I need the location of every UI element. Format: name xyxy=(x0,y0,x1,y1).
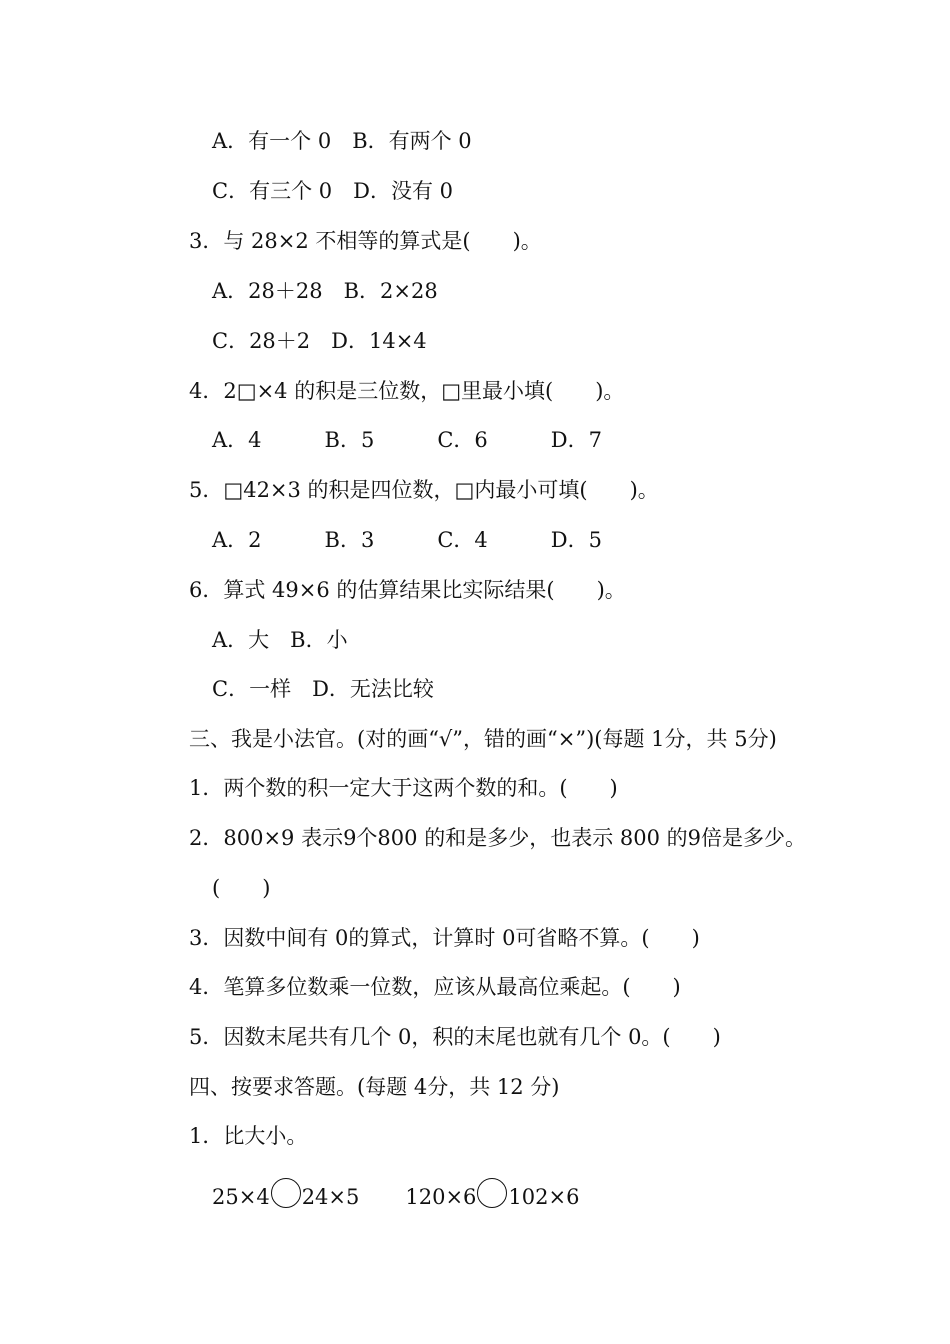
compare-b-right: 102×6 xyxy=(508,1185,580,1209)
q5-options: A．2 B．3 C．4 D．5 xyxy=(212,528,602,552)
q6-options-ab: A．大 B．小 xyxy=(212,628,348,652)
q4-options: A．4 B．5 C．6 D．7 xyxy=(212,428,602,452)
section-3-heading: 三、我是小法官。(对的画“√”，错的画“×”)(每题 1分，共 5分) xyxy=(189,727,777,751)
judge-5: 5．因数末尾共有几个 0，积的末尾也就有几个 0。( ) xyxy=(189,1025,721,1049)
q2-options-ab: A．有一个 0 B．有两个 0 xyxy=(212,129,472,153)
q3-options-cd: C．28＋2 D．14×4 xyxy=(212,329,427,353)
q3-options-ab: A．28＋28 B．2×28 xyxy=(212,279,438,303)
judge-1: 1．两个数的积一定大于这两个数的和。( ) xyxy=(189,776,618,800)
compare-row xyxy=(212,1178,579,1212)
section-4-heading: 四、按要求答题。(每题 4分，共 12 分) xyxy=(189,1075,560,1099)
judge-2-answer-blank: ( ) xyxy=(212,876,271,900)
question-3: 3．与 28×2 不相等的算式是( )。 xyxy=(189,229,542,253)
judge-2: 2．800×9 表示9个800 的和是多少，也表示 800 的9倍是多少。 xyxy=(189,826,806,850)
question-4: 4．2□×4 的积是三位数，□里最小填( )。 xyxy=(189,379,625,403)
compare-circle-icon[interactable] xyxy=(271,1178,301,1208)
task-1-compare: 1．比大小。 xyxy=(189,1124,308,1148)
compare-a-left: 25×4 xyxy=(212,1185,270,1209)
question-6: 6．算式 49×6 的估算结果比实际结果( )。 xyxy=(189,578,626,602)
compare-a-right: 24×5 xyxy=(301,1185,360,1209)
q6-options-cd: C．一样 D．无法比较 xyxy=(212,677,434,701)
judge-3: 3．因数中间有 0的算式，计算时 0可省略不算。( ) xyxy=(189,926,700,950)
compare-circle-icon[interactable] xyxy=(477,1178,507,1208)
question-5: 5．□42×3 的积是四位数，□内最小可填( )。 xyxy=(189,478,659,502)
q2-options-cd: C．有三个 0 D．没有 0 xyxy=(212,179,453,203)
compare-b-left: 120×6 xyxy=(405,1185,477,1209)
judge-4: 4．笔算多位数乘一位数，应该从最高位乘起。( ) xyxy=(189,975,681,999)
